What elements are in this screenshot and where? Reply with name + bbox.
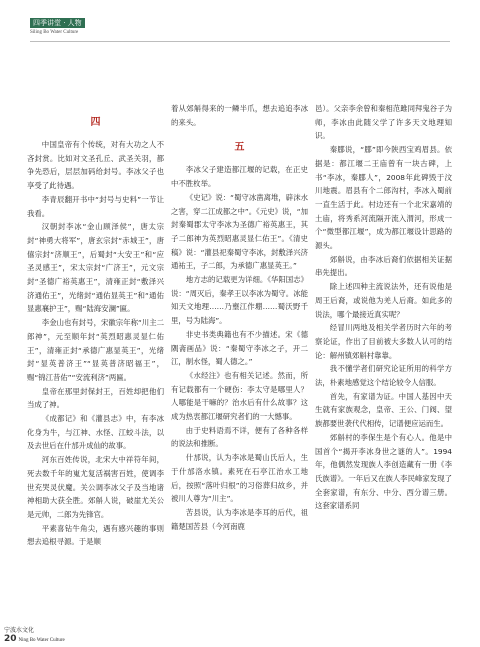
paragraph: 秦郿说，“郿”即今陕西宝鸡眉县。依据是：都江堰二王庙曾有一块古碑，上书“李冰，秦郿人”，2008年此碑毁于汶川地震。眉县有个二郎沟村，李冰入蜀前一直生活于此。村边还有一个北宋嘉靖的土庙，将秀系河流隔开流入渭河，形成一个“微型都江堰”，成为都江堰设计思路的源头。 — [315, 145, 452, 251]
paragraph: 李冰父子建造都江堰的记载，在正史中不胜枚举。 — [171, 165, 308, 189]
paragraph: 郊斛村的李保生是个有心人。他是中国首个“揭开李冰身世之谜的人”。1994年，他偶然发现族人李创造藏有一册《李氏族谱》。一年后又在族人李民峰家发现了全套家谱，有东分、中分、西分谱三册。这套家谱系同 — [315, 432, 452, 511]
paragraph: 河东百姓传说，北宋大中祥符年间，死去数千年的嵬尤复活祸害百姓，使调李世充哭灵伏魔。关公调李冰父子及当地诸神相助大获全胜。郊斛人说，破崖尤关公是元帅，二郎为先锋官。 — [27, 455, 164, 519]
paragraph: 平素喜钻牛角尖，遇有感兴趣的事则想去追根寻源。于是顺 — [27, 523, 164, 547]
paragraph: 李金山也有封号，宋徽宗年称“川主二郎神”，元至顺年封“英烈昭惠灵显仁佑王”，清雍正封“承德广惠显英王”，光绪封“显英普济王”“显英普济昭福王”，赐“锦江昔佑”“安流利济”两匾。 — [27, 318, 164, 382]
paragraph: 《成都记》和《灌县志》中，有李冰化身为牛，与江神、水怪、江蛟斗法，以及去世后在什邡升成仙的故事。 — [27, 414, 164, 451]
paragraph: 《水经注》也有相关记述。然而，所有记载都有一个硬伤：李太守是哪里人？人哪能是干嘛的？治水后有什么故事？这成为热衷都江堰研究者们的一大憾事。 — [171, 370, 308, 422]
page-header — [30, 10, 85, 35]
paragraph: 《史记》说：“蜀守冰凿离堆，辟沫水之害，穿二江成都之中”。《元史》说，“加封秦蜀郡太守李冰为圣德广裕英惠王，其子二郎神为英烈昭惠灵显仁佑王”。《清史稿》说：“灌县祀秦蜀守李冰，封敷泽兴济通祐王，子二郎，为承德广惠显英王。” — [171, 192, 308, 271]
paragraph: 地方志的记载更为详细。《华阳国志》说：“周灭后，秦孝王以李冰为蜀守。冰能知天文地理……乃壅江作堋……蜀沃野千里，号为陆海”。 — [171, 275, 308, 326]
paragraph: 非史书类典籍也有不少描述。宋《德隅斋画品》说：“秦蜀守李冰之子，开二江，制水怪，蜀人德之。” — [171, 329, 308, 367]
paragraph: 汉朝封李冰“金山顾泽侯”，唐太宗封“神勇大将军”，唐玄宗封“赤城王”，唐僖宗封“济顺王”，后蜀封“大安王”和“应圣灵感王”，宋太宗封“广济王”，元文宗封“圣德广裕英惠王”，清雍正封“敷泽兴济通佑王”，光绪封“通佑显英王”和“通佑显惠襄护王”，赐“陆海安澜”匾。 — [27, 222, 164, 314]
paragraph: 郊斛说，由李冰后裔们依据相关证据串先提出。 — [315, 254, 452, 278]
page-footer — [4, 627, 65, 645]
column-2 — [171, 102, 308, 612]
section-heading-four: 四 — [90, 117, 101, 128]
page-number: 20 — [4, 634, 17, 644]
paragraph: 皇帝在那里封保封王，百姓却把他们当成了神。 — [27, 386, 164, 410]
column-1 — [27, 102, 164, 612]
paragraph: 着从郊斛得来的一鳞半爪，想去追追李冰的来头。 — [171, 104, 308, 127]
paragraph: 经冒川两地及相关学者历时六年的考察论证，作出了目前被大多数人认可的结论：解州镇郊斛村靠靠。 — [315, 323, 452, 360]
paragraph: 由于史料语焉不详，便有了各种各样的说法和推断。 — [171, 425, 308, 449]
paragraph: 我不懂学者们研究论证所用的科学方法，朴素地感觉这个结论较令人信服。 — [315, 364, 452, 388]
paragraph: 中国皇帝有个传统，对有大功之人不吝封赏。比如对文圣孔丘、武圣关羽，都争先恐后，层层加码给封号。李冰父子也享受了此待遇。 — [27, 140, 164, 191]
section-tag: 四季讲堂 · 人物 — [30, 18, 85, 28]
paragraph: 邑）。父亲李余曾和秦相范雎同拜鬼谷子为师，李冰由此随父学了许多天文地理知识。 — [315, 104, 452, 141]
section-subtitle: Siling Bo Water Culture — [30, 30, 79, 35]
paragraph: 什邡说，认为李冰是蜀山氏后人，生于什邡洛水镇。素死在石亭江治水工地后，按照“落叶归根”的习俗葬归故乡，并被川人尊为“川主”。 — [171, 453, 308, 504]
paragraph: 首先，有家谱为证。中国人基因中天生就有家族观念，皇帝、王公、门阀、望族都要世袭代代相传，记谱便应运而生。 — [315, 391, 452, 429]
magazine-title: 宁波水文化 — [4, 627, 35, 634]
article-body — [27, 102, 453, 612]
header-divider — [30, 41, 450, 42]
magazine-subtitle: Ning Bo Water Culture — [18, 638, 65, 643]
section-heading-five: 五 — [234, 142, 245, 154]
paragraph: 苦县说，认为李冰是李耳的后代，祖籍楚国苦县（今河南鹿 — [171, 507, 308, 531]
paragraph: 除上述四种主流说法外，还有说他是周王后裔，或说他为羌人后裔。如此多的说法，哪个最接近真实呢？ — [315, 282, 452, 319]
column-3 — [315, 102, 452, 612]
paragraph: 李青辰翻开书中“封号与史料”一节让我看。 — [27, 194, 164, 218]
